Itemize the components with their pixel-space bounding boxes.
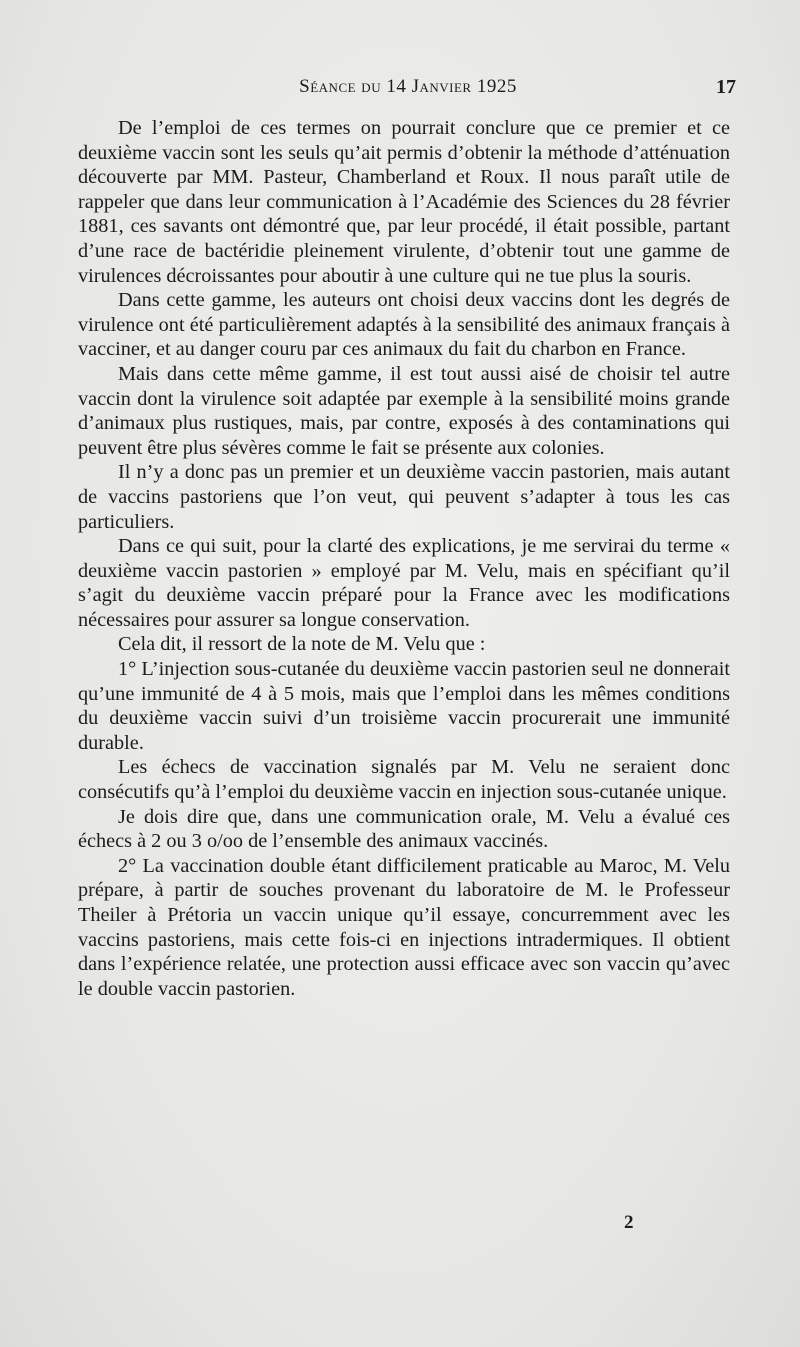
body-text [78,116,730,1001]
running-head: Séance du 14 Janvier 1925 [299,76,517,97]
paragraph-10: 2° La vaccination double étant difficilement praticable au Maroc, M. Velu prépare, à partir de souches provenant du laboratoire de M. le Professeur Theiler à Prétoria un vaccin unique qu’il essaye, concurremment avec les vaccins pastoriens, mais cette fois-ci en injections intradermiques. Il obtient dans l’expérience relatée, une protection aussi efficace avec son vaccin qu’avec le double vaccin pastorien. [78,854,730,1000]
paragraph-1: De l’emploi de ces termes on pourrait conclure que ce premier et ce deuxième vaccin sont les seuls qu’ait permis d’obtenir la méthode d’atténuation découverte par MM. Pasteur, Chamberland et Roux. Il nous paraît utile de rappeler que dans leur communication à l’Académie des Sciences du 28 février 1881, ces savants ont démontré que, par leur procédé, il était possible, partant d’une race de bactéridie pleinement virulente, d’obtenir tout une gamme de virulences décroissantes pour aboutir à une culture qui ne tue plus la souris. [78,117,730,287]
paragraph-2: Dans cette gamme, les auteurs ont choisi deux vaccins dont les degrés de virulence ont été particulièrement adaptés à la sensibilité des animaux français à vacciner, et au danger couru par ces animaux du fait du charbon en France. [78,289,730,361]
paragraph-7: 1° L’injection sous-cutanée du deuxième vaccin pastorien seul ne donnerait qu’une immunité de 4 à 5 mois, mais que l’emploi dans les mêmes conditions du deuxième vaccin suivi d’un troisième vaccin procurerait une immunité durable. [78,658,730,754]
signature-mark: 2 [624,1212,634,1233]
paragraph-6: Cela dit, il ressort de la note de M. Velu que : [118,633,486,656]
page-number: 17 [716,76,736,98]
paragraph-3: Mais dans cette même gamme, il est tout aussi aisé de choisir tel autre vaccin dont la virulence soit adaptée par exemple à la sensibilité moins grande d’animaux plus rustiques, mais, par contre, exposés à des contaminations qui peuvent être plus sévères comme le fait se présente aux colonies. [78,362,730,459]
page-header [80,76,736,106]
paragraph-4: Il n’y a donc pas un premier et un deuxième vaccin pastorien, mais autant de vaccins pastoriens que l’on veut, qui peuvent s’adapter à tous les cas particuliers. [78,461,730,533]
paragraph-8: Les échecs de vaccination signalés par M. Velu ne seraient donc consécutifs qu’à l’emploi du deuxième vaccin en injection sous-cutanée unique. [78,756,730,804]
paragraph-5: Dans ce qui suit, pour la clarté des explications, je me servirai du terme « deuxième vaccin pastorien » employé par M. Velu, mais en spécifiant qu’il s’agit du deuxième vaccin préparé pour la France avec les modifications nécessaires pour assurer sa longue conservation. [78,535,730,631]
paragraph-9: Je dois dire que, dans une communication orale, M. Velu a évalué ces échecs à 2 ou 3 o/oo de l’ensemble des animaux vaccinés. [78,805,730,853]
